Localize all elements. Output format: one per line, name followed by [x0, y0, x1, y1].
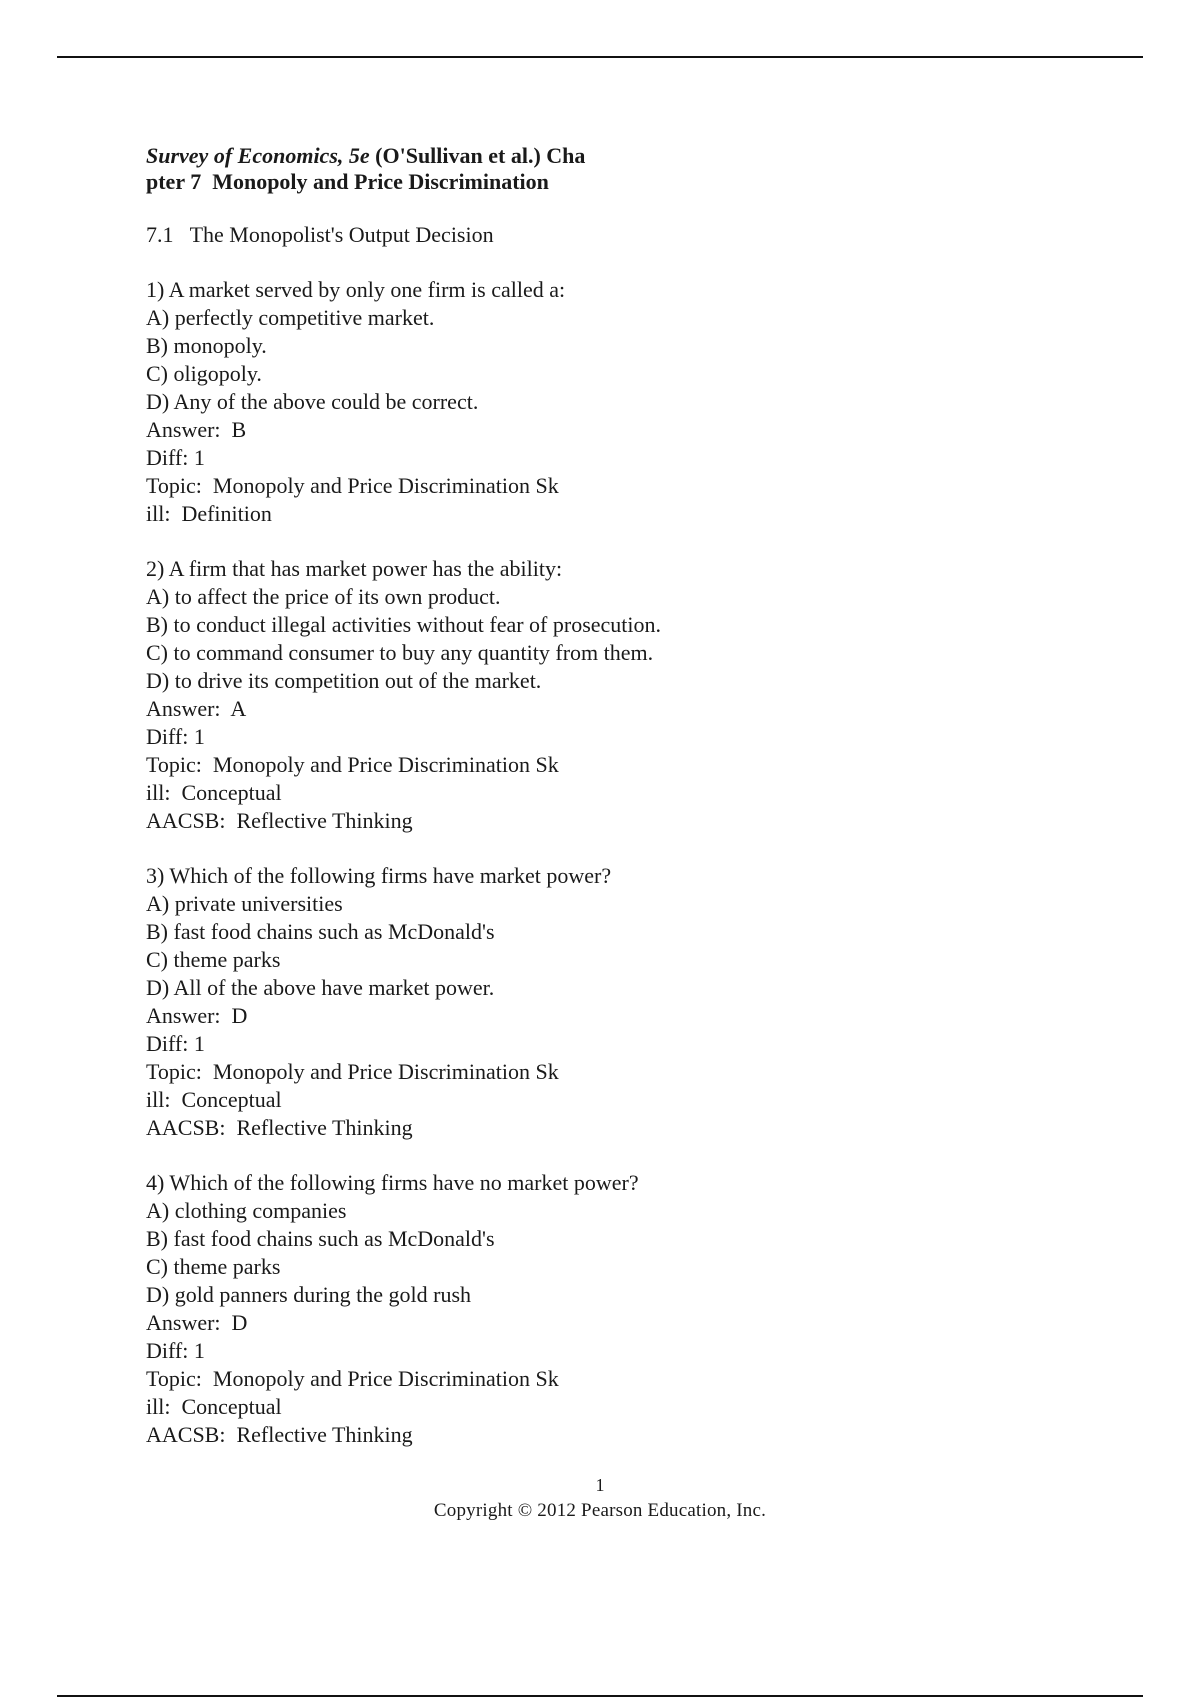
option-c: C) oligopoly. — [146, 361, 262, 386]
option-c: C) to command consumer to buy any quantity from them. — [146, 640, 654, 665]
option-a: A) to affect the price of its own product. — [146, 584, 501, 609]
skill: ill: Conceptual — [146, 1087, 282, 1112]
answer: Answer: D — [146, 1003, 248, 1028]
option-b: B) monopoly. — [146, 333, 267, 358]
option-b: B) fast food chains such as McDonald's — [146, 1226, 495, 1251]
bottom-rule — [57, 1695, 1143, 1697]
question-text: 1) A market served by only one firm is called a: — [146, 277, 566, 302]
topic: Topic: Monopoly and Price Discrimination Sk — [146, 752, 559, 777]
option-a: A) private universities — [146, 891, 343, 916]
authors-chapter: (O'Sullivan et al.) Cha — [369, 143, 586, 168]
top-rule — [57, 56, 1143, 58]
aacsb: AACSB: Reflective Thinking — [146, 1422, 413, 1447]
answer: Answer: A — [146, 696, 247, 721]
option-b: B) to conduct illegal activities without fear of prosecution. — [146, 612, 662, 637]
topic: Topic: Monopoly and Price Discrimination Sk — [146, 1059, 559, 1084]
skill: ill: Conceptual — [146, 1394, 282, 1419]
option-d: D) All of the above have market power. — [146, 975, 495, 1000]
question-4 — [146, 1169, 1046, 1449]
skill: ill: Definition — [146, 501, 272, 526]
question-text: 4) Which of the following firms have no market power? — [146, 1170, 639, 1195]
copyright-notice: Copyright © 2012 Pearson Education, Inc. — [433, 1500, 767, 1521]
book-title: Survey of Economics, 5e — [146, 143, 370, 168]
option-c: C) theme parks — [146, 947, 281, 972]
question-1 — [146, 276, 1046, 528]
option-b: B) fast food chains such as McDonald's — [146, 919, 495, 944]
difficulty: Diff: 1 — [146, 1031, 205, 1056]
aacsb: AACSB: Reflective Thinking — [146, 1115, 413, 1140]
page-number: 1 — [595, 1475, 605, 1495]
topic: Topic: Monopoly and Price Discrimination Sk — [146, 1366, 559, 1391]
answer: Answer: D — [146, 1310, 248, 1335]
question-3 — [146, 862, 1046, 1142]
chapter-title: pter 7 Monopoly and Price Discrimination — [146, 169, 549, 194]
difficulty: Diff: 1 — [146, 445, 205, 470]
topic: Topic: Monopoly and Price Discrimination Sk — [146, 473, 559, 498]
option-a: A) perfectly competitive market. — [146, 305, 435, 330]
difficulty: Diff: 1 — [146, 1338, 205, 1363]
aacsb: AACSB: Reflective Thinking — [146, 808, 413, 833]
option-d: D) Any of the above could be correct. — [146, 389, 479, 414]
document-body — [146, 143, 1046, 1449]
option-d: D) to drive its competition out of the market. — [146, 668, 542, 693]
option-d: D) gold panners during the gold rush — [146, 1282, 472, 1307]
option-c: C) theme parks — [146, 1254, 281, 1279]
question-text: 2) A firm that has market power has the ability: — [146, 556, 563, 581]
option-a: A) clothing companies — [146, 1198, 347, 1223]
difficulty: Diff: 1 — [146, 724, 205, 749]
question-text: 3) Which of the following firms have market power? — [146, 863, 612, 888]
document-title — [146, 143, 1046, 169]
skill: ill: Conceptual — [146, 780, 282, 805]
question-2 — [146, 555, 1046, 835]
section-heading: 7.1 The Monopolist's Output Decision — [146, 222, 494, 247]
answer: Answer: B — [146, 417, 247, 442]
